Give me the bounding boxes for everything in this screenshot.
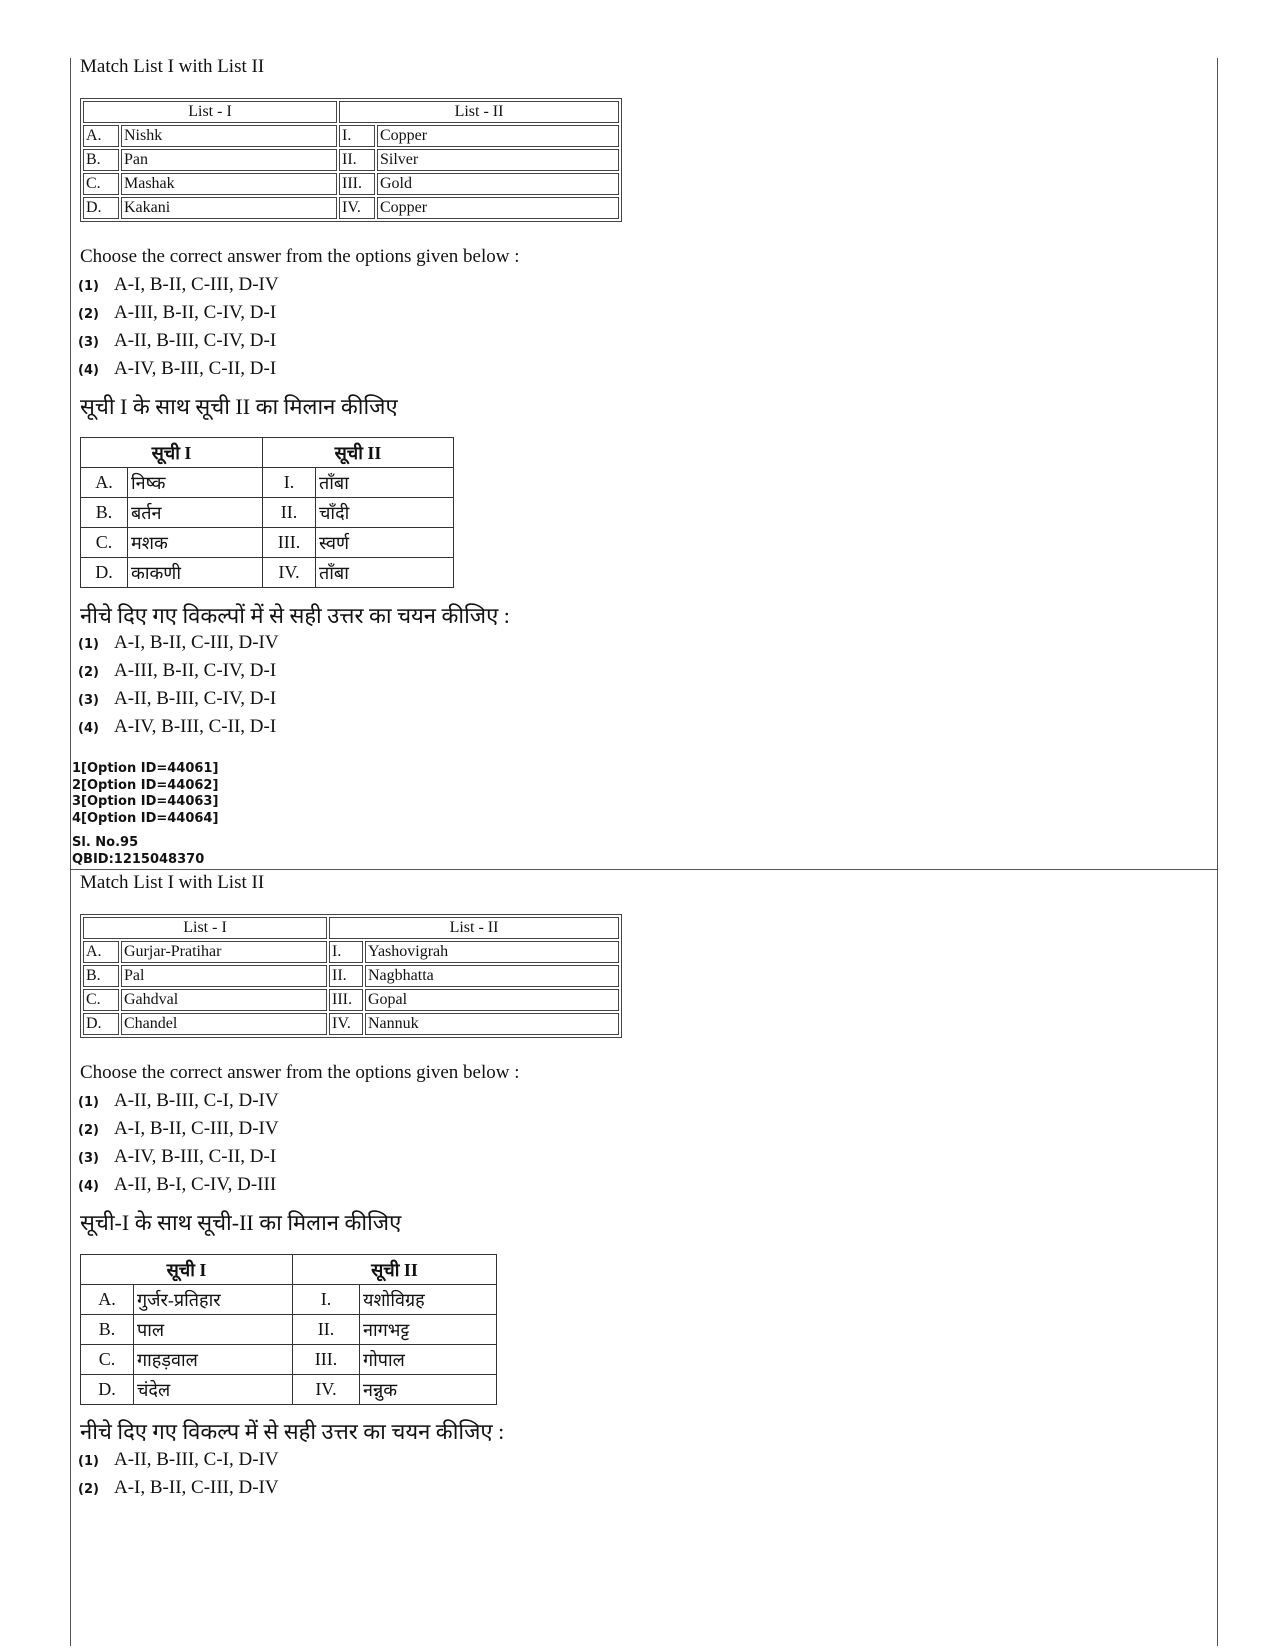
- table-cell: Nishk: [121, 125, 337, 147]
- table-row: [83, 149, 619, 171]
- table-cell: C.: [83, 173, 119, 195]
- table-cell: Pal: [121, 965, 327, 987]
- table-cell: यशोविग्रह: [360, 1285, 497, 1315]
- table-cell: I.: [293, 1285, 360, 1315]
- option-number: (2): [78, 307, 99, 322]
- table-cell: मशक: [128, 528, 263, 558]
- q1-choose-en: Choose the correct answer from the options given below :: [80, 246, 520, 267]
- option-number: (2): [78, 1123, 99, 1138]
- table-cell: A.: [83, 125, 119, 147]
- table-row: [81, 1375, 497, 1405]
- q2-option-hi-2: [78, 1477, 279, 1499]
- q1-option-en-1: [78, 274, 279, 296]
- qbid: QBID:1215048370: [72, 851, 205, 867]
- option-number: (3): [78, 693, 99, 708]
- q2-heading-en: Match List I with List II: [80, 872, 265, 893]
- option-text: A-I, B-II, C-III, D-IV: [114, 1477, 279, 1498]
- table-cell: III.: [263, 528, 316, 558]
- table-header-row: [83, 917, 619, 939]
- table-header-row: [81, 1255, 497, 1285]
- table-cell: Kakani: [121, 197, 337, 219]
- q1-heading-en: Match List I with List II: [80, 56, 265, 77]
- option-text: A-II, B-III, C-I, D-IV: [114, 1090, 279, 1111]
- option-id: 2[Option ID=44062]: [72, 777, 219, 793]
- q1-heading-hi: सूची I के साथ सूची II का मिलान कीजिए: [80, 394, 398, 419]
- q2-option-en-1: [78, 1090, 279, 1112]
- table-cell: B.: [81, 1315, 134, 1345]
- table-cell: A.: [81, 1285, 134, 1315]
- table-cell: गोपाल: [360, 1345, 497, 1375]
- table-cell: D.: [81, 558, 128, 588]
- q1-option-en-3: [78, 330, 276, 352]
- table-row: [81, 1345, 497, 1375]
- table-header-list2: List - II: [339, 101, 619, 123]
- option-text: A-I, B-II, C-III, D-IV: [114, 274, 279, 295]
- table-cell: चाँदी: [316, 498, 454, 528]
- table-cell: Mashak: [121, 173, 337, 195]
- table-row: [81, 528, 454, 558]
- option-text: A-II, B-I, C-IV, D-III: [114, 1174, 277, 1195]
- q2-option-hi-1: [78, 1449, 279, 1471]
- table-cell: नन्नुक: [360, 1375, 497, 1405]
- serial-number: Sl. No.95: [72, 835, 139, 850]
- table-cell: Chandel: [121, 1013, 327, 1035]
- table-cell: IV.: [293, 1375, 360, 1405]
- option-number: (2): [78, 1482, 99, 1497]
- table-row: [81, 558, 454, 588]
- table-header-row: [83, 101, 619, 123]
- table-cell: Copper: [377, 197, 619, 219]
- table-row: [81, 1285, 497, 1315]
- table-cell: B.: [83, 149, 119, 171]
- option-text: A-I, B-II, C-III, D-IV: [114, 1118, 279, 1139]
- table-cell: ताँबा: [316, 468, 454, 498]
- table-row: [83, 197, 619, 219]
- option-id: 3[Option ID=44063]: [72, 794, 219, 810]
- option-id: 4[Option ID=44064]: [72, 810, 219, 826]
- option-text: A-I, B-II, C-III, D-IV: [114, 632, 279, 653]
- table-cell: Copper: [377, 125, 619, 147]
- table-cell: II.: [293, 1315, 360, 1345]
- table-cell: II.: [339, 149, 375, 171]
- table-cell: Nannuk: [365, 1013, 619, 1035]
- table-cell: III.: [293, 1345, 360, 1375]
- table-cell: काकणी: [128, 558, 263, 588]
- q1-option-hi-1: [78, 632, 279, 654]
- q2-option-en-2: [78, 1118, 279, 1140]
- table-cell: A.: [81, 468, 128, 498]
- table-cell: III.: [329, 989, 363, 1011]
- option-number: (4): [78, 1179, 99, 1194]
- table-row: [83, 965, 619, 987]
- q2-choose-en: Choose the correct answer from the options given below :: [80, 1062, 520, 1083]
- table-row: [83, 989, 619, 1011]
- table-cell: IV.: [339, 197, 375, 219]
- table-cell: I.: [329, 941, 363, 963]
- option-number: (4): [78, 721, 99, 736]
- option-id: 1[Option ID=44061]: [72, 761, 219, 776]
- table-cell: B.: [83, 965, 119, 987]
- table-cell: निष्क: [128, 468, 263, 498]
- q1-option-hi-3: [78, 688, 276, 710]
- table-row: [83, 941, 619, 963]
- table-cell: IV.: [329, 1013, 363, 1035]
- table-cell: III.: [339, 173, 375, 195]
- table-cell: चंदेल: [134, 1375, 293, 1405]
- table-cell: C.: [83, 989, 119, 1011]
- table-header-list2: सूची II: [263, 438, 454, 468]
- table-header-list1: सूची I: [81, 1255, 293, 1285]
- option-text: A-II, B-III, C-IV, D-I: [114, 688, 277, 709]
- table-cell: गुर्जर-प्रतिहार: [134, 1285, 293, 1315]
- table-cell: Gopal: [365, 989, 619, 1011]
- option-number: (3): [78, 335, 99, 350]
- table-header-list1: सूची I: [81, 438, 263, 468]
- table-cell: स्वर्ण: [316, 528, 454, 558]
- table-cell: Gold: [377, 173, 619, 195]
- option-text: A-II, B-III, C-IV, D-I: [114, 330, 277, 351]
- option-number: (1): [78, 279, 99, 294]
- q2-table-hi: [80, 1254, 497, 1405]
- option-text: A-IV, B-III, C-II, D-I: [114, 1146, 277, 1167]
- option-text: A-IV, B-III, C-II, D-I: [114, 716, 277, 737]
- table-cell: B.: [81, 498, 128, 528]
- table-cell: C.: [81, 1345, 134, 1375]
- table-row: [81, 1315, 497, 1345]
- q2-table-en: [80, 914, 622, 1038]
- table-cell: D.: [83, 1013, 119, 1035]
- option-text: A-III, B-II, C-IV, D-I: [114, 660, 277, 681]
- option-number: (3): [78, 1151, 99, 1166]
- table-cell: D.: [83, 197, 119, 219]
- option-text: A-II, B-III, C-I, D-IV: [114, 1449, 279, 1470]
- table-cell: Silver: [377, 149, 619, 171]
- option-text: A-III, B-II, C-IV, D-I: [114, 302, 277, 323]
- table-header-list1: List - I: [83, 101, 337, 123]
- q1-option-en-2: [78, 302, 276, 324]
- table-cell: नागभट्ट: [360, 1315, 497, 1345]
- table-cell: C.: [81, 528, 128, 558]
- table-cell: ताँबा: [316, 558, 454, 588]
- q2-option-en-3: [78, 1146, 276, 1168]
- table-header-list2: सूची II: [293, 1255, 497, 1285]
- q2-meta: [72, 835, 204, 868]
- q2-heading-hi: सूची-I के साथ सूची-II का मिलान कीजिए: [80, 1210, 402, 1235]
- q1-option-ids: [72, 761, 218, 827]
- table-cell: Pan: [121, 149, 337, 171]
- table-cell: II.: [263, 498, 316, 528]
- table-cell: Gahdval: [121, 989, 327, 1011]
- table-row: [81, 498, 454, 528]
- table-cell: A.: [83, 941, 119, 963]
- table-cell: II.: [329, 965, 363, 987]
- page-frame: [70, 58, 1218, 1646]
- table-row: [83, 125, 619, 147]
- table-cell: पाल: [134, 1315, 293, 1345]
- q1-table-hi: [80, 437, 454, 588]
- table-header-list1: List - I: [83, 917, 327, 939]
- table-cell: बर्तन: [128, 498, 263, 528]
- table-cell: I.: [339, 125, 375, 147]
- table-cell: Gurjar-Pratihar: [121, 941, 327, 963]
- table-row: [81, 468, 454, 498]
- option-number: (2): [78, 665, 99, 680]
- q1-option-en-4: [78, 358, 276, 380]
- q1-option-hi-2: [78, 660, 276, 682]
- q2-option-en-4: [78, 1174, 276, 1196]
- table-cell: I.: [263, 468, 316, 498]
- option-text: A-IV, B-III, C-II, D-I: [114, 358, 277, 379]
- q1-choose-hi: नीचे दिए गए विकल्पों में से सही उत्तर का चयन कीजिए :: [80, 603, 510, 628]
- table-header-list2: List - II: [329, 917, 619, 939]
- table-cell: गाहड़वाल: [134, 1345, 293, 1375]
- option-number: (1): [78, 637, 99, 652]
- table-cell: Nagbhatta: [365, 965, 619, 987]
- table-cell: Yashovigrah: [365, 941, 619, 963]
- table-row: [83, 173, 619, 195]
- table-cell: D.: [81, 1375, 134, 1405]
- q1-option-hi-4: [78, 716, 276, 738]
- option-number: (4): [78, 363, 99, 378]
- option-number: (1): [78, 1454, 99, 1469]
- question-separator: [70, 869, 1217, 870]
- table-row: [83, 1013, 619, 1035]
- table-header-row: [81, 438, 454, 468]
- q1-table-en: [80, 98, 622, 222]
- option-number: (1): [78, 1095, 99, 1110]
- q2-choose-hi: नीचे दिए गए विकल्प में से सही उत्तर का चयन कीजिए :: [80, 1419, 505, 1444]
- table-cell: IV.: [263, 558, 316, 588]
